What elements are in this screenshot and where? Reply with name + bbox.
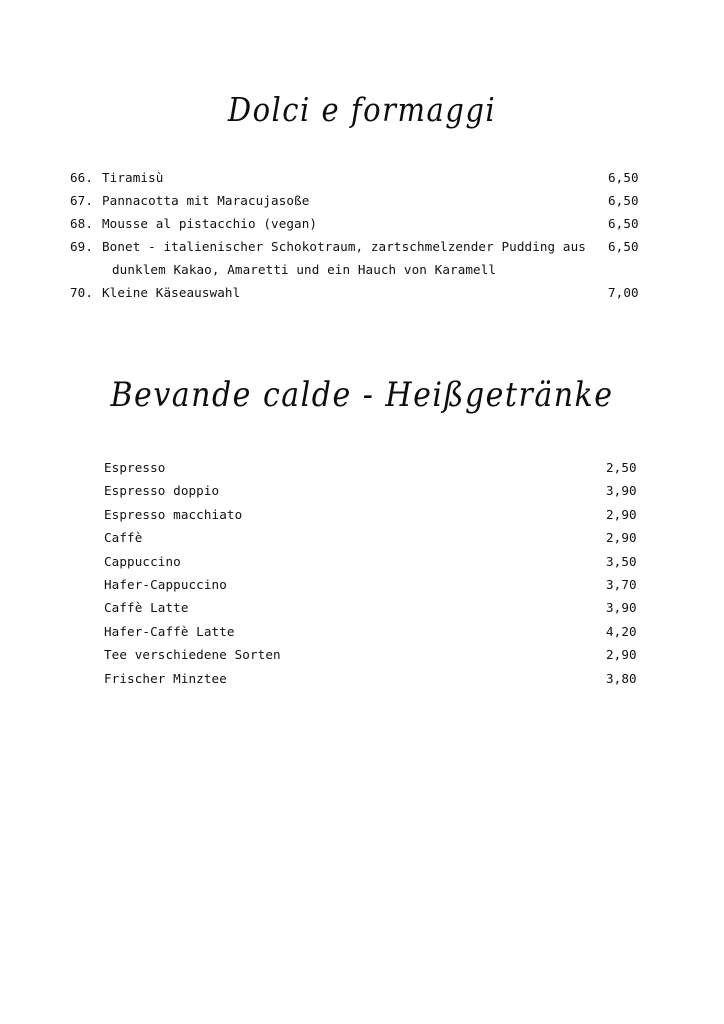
item-name bbox=[102, 235, 608, 281]
item-number: 69. bbox=[70, 239, 94, 254]
item-name: Mousse al pistacchio (vegan) bbox=[102, 216, 318, 231]
item-price: 3,50 bbox=[606, 553, 637, 569]
item-name: Pannacotta mit Maracujasoße bbox=[102, 193, 310, 208]
item-price: 3,80 bbox=[606, 670, 637, 686]
menu-item bbox=[104, 620, 652, 643]
menu-item bbox=[104, 526, 652, 549]
item-number: 68. bbox=[70, 216, 94, 231]
item-name: Tiramisù bbox=[102, 170, 164, 185]
menu-item bbox=[70, 166, 654, 189]
item-price: 2,50 bbox=[606, 460, 637, 475]
item-price: 3,90 bbox=[606, 600, 637, 616]
menu-item bbox=[104, 573, 652, 596]
item-name: Frischer Minztee bbox=[104, 670, 227, 686]
menu-item bbox=[104, 667, 652, 690]
item-price: 6,50 bbox=[608, 170, 639, 185]
item-name: Kleine Käseauswahl bbox=[102, 285, 241, 300]
item-number: 67. bbox=[70, 193, 94, 208]
menu-item bbox=[70, 212, 654, 235]
item-price: 3,90 bbox=[606, 483, 637, 499]
menu-item bbox=[104, 456, 652, 479]
menu-item bbox=[104, 479, 652, 502]
item-price: 4,20 bbox=[606, 623, 637, 639]
item-price: 2,90 bbox=[606, 530, 637, 546]
menu-section-bevande bbox=[104, 456, 652, 690]
item-price: 6,50 bbox=[608, 239, 639, 254]
menu-item bbox=[104, 503, 652, 526]
item-price: 6,50 bbox=[608, 193, 639, 208]
item-name-line2: dunklem Kakao, Amaretti und ein Hauch von Karamell bbox=[112, 262, 497, 277]
item-price: 2,90 bbox=[606, 506, 637, 522]
item-name: Espresso macchiato bbox=[104, 506, 243, 522]
section-heading-bevande: Bevande calde - Heißgetränke bbox=[110, 375, 614, 416]
item-price: 7,00 bbox=[608, 285, 639, 300]
item-number: 66. bbox=[70, 170, 94, 185]
menu-item bbox=[70, 235, 654, 281]
item-price: 6,50 bbox=[608, 216, 639, 231]
menu-item bbox=[70, 281, 654, 304]
menu-item bbox=[104, 596, 652, 619]
item-price: 2,90 bbox=[606, 647, 637, 663]
item-name: Hafer-Caffè Latte bbox=[104, 623, 235, 639]
item-price: 3,70 bbox=[606, 577, 637, 593]
item-name-line1: Bonet - italienischer Schokotraum, zartschmelzender Pudding aus bbox=[102, 239, 586, 254]
item-name: Hafer-Cappuccino bbox=[104, 577, 227, 593]
item-name: Caffè bbox=[104, 530, 143, 546]
item-name: Tee verschiedene Sorten bbox=[104, 647, 281, 663]
menu-item bbox=[70, 189, 654, 212]
item-name: Cappuccino bbox=[104, 553, 181, 569]
item-number: 70. bbox=[70, 285, 94, 300]
menu-item bbox=[104, 643, 652, 666]
menu-section-dolci bbox=[70, 166, 654, 304]
item-name: Caffè Latte bbox=[104, 600, 189, 616]
section-heading-dolci: Dolci e formaggi bbox=[227, 91, 497, 130]
item-name: Espresso doppio bbox=[104, 483, 220, 499]
menu-item bbox=[104, 550, 652, 573]
item-name: Espresso bbox=[104, 460, 166, 475]
